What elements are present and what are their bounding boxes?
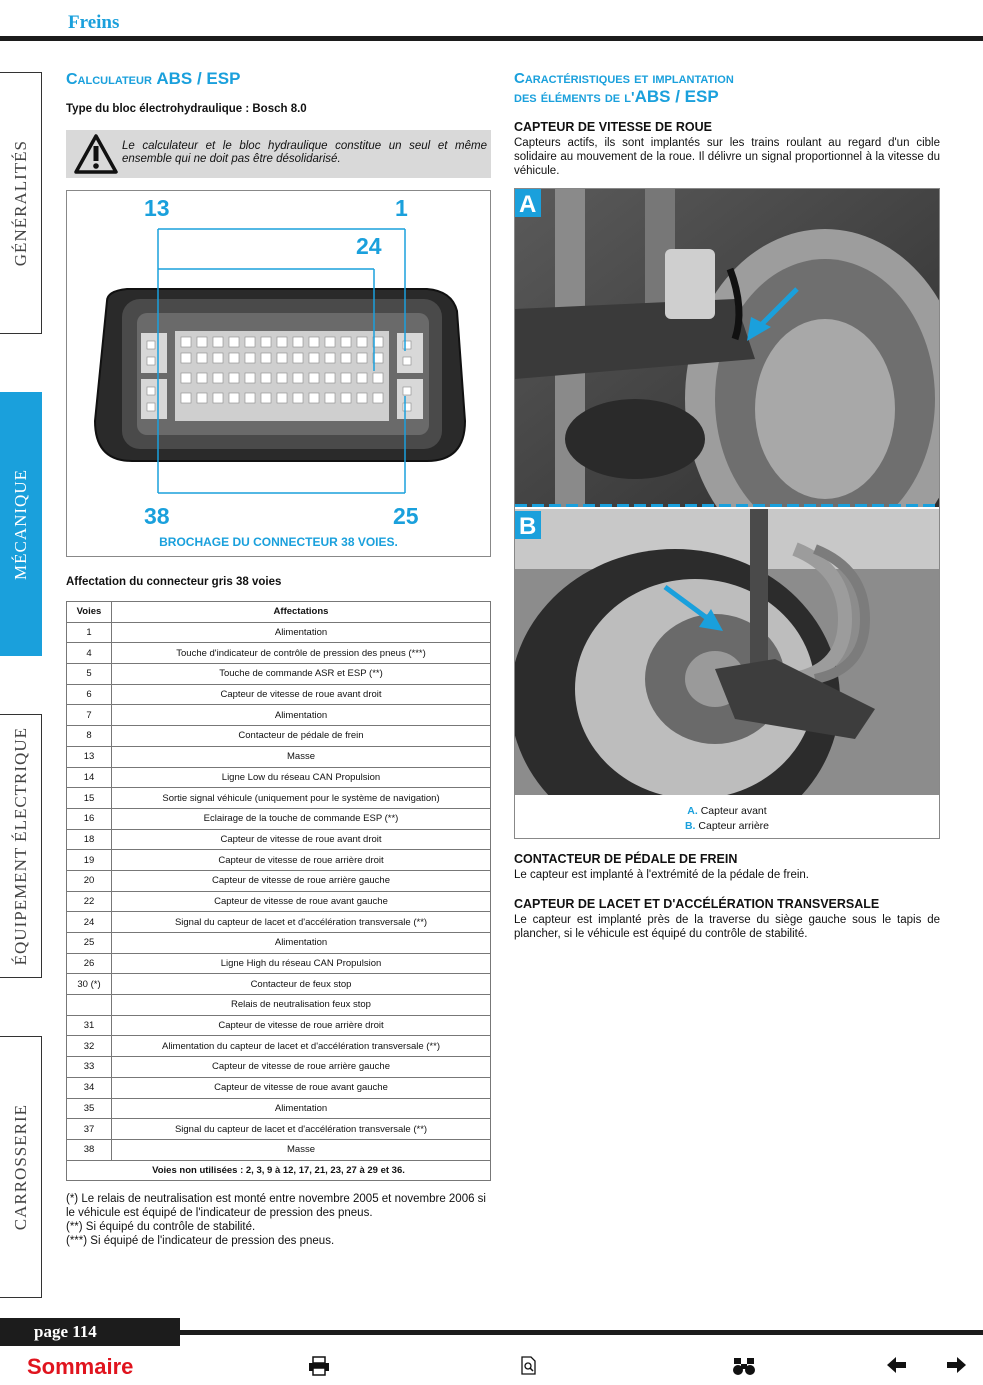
arrow-left-icon[interactable] [887, 1356, 907, 1374]
header-rule [0, 36, 983, 41]
arrow-right-icon[interactable] [946, 1356, 966, 1374]
voie-cell: 7 [67, 705, 112, 726]
side-tab-label: CARROSSERIE [10, 1103, 30, 1231]
affectation-cell: Capteur de vitesse de roue arrière gauche [112, 870, 491, 891]
affectation-cell: Alimentation [112, 1098, 491, 1119]
title-part: Calculateur [66, 71, 152, 88]
search-page-icon[interactable] [520, 1356, 538, 1376]
text-capteur-vitesse: Capteurs actifs, ils sont implantés sur les trains roulant au regard d'un cible solidaire au mouvement de la roue. Il délivre un signal proportionnel à la vitesse du véhicule. [514, 137, 940, 177]
connector-diagram [66, 190, 491, 557]
voie-cell: 16 [67, 808, 112, 829]
connector-caption: BROCHAGE DU CONNECTEUR 38 VOIES. [159, 535, 398, 549]
voie-cell: 13 [67, 746, 112, 767]
affectation-cell: Masse [112, 1139, 491, 1160]
voie-cell: 8 [67, 726, 112, 747]
side-tab-carrosserie[interactable] [0, 1036, 42, 1298]
text-contacteur-pedale: Le capteur est implanté à l'extrémité de la pédale de frein. [514, 869, 809, 881]
footnotes [66, 1192, 494, 1248]
table-row [67, 808, 491, 829]
voie-cell: 26 [67, 953, 112, 974]
affectation-cell: Relais de neutralisation feux stop [112, 995, 491, 1016]
text-capteur-lacet: Le capteur est implanté près de la traverse du siège gauche sous le tapis de plancher, si le véhicule est équipé du contrôle de stabilité. [514, 914, 940, 940]
affectation-cell: Contacteur de feux stop [112, 974, 491, 995]
voie-cell: 20 [67, 870, 112, 891]
pin-label-24: 24 [356, 233, 382, 259]
table-row [67, 995, 491, 1016]
affectation-cell: Signal du capteur de lacet et d'accélération transversale (**) [112, 1119, 491, 1140]
unused-pins: Voies non utilisées : 2, 3, 9 à 12, 17, 21, 23, 27 à 29 et 36. [67, 1160, 491, 1181]
voie-cell: 15 [67, 788, 112, 809]
table-title: Affectation du connecteur gris 38 voies [66, 576, 282, 588]
affectation-cell: Alimentation [112, 933, 491, 954]
column-header: Affectations [112, 602, 491, 623]
warning-text: Le calculateur et le bloc hydraulique constitue un seul et même ensemble qui ne doit pas être désolidarisé. [122, 140, 487, 165]
voie-cell: 32 [67, 1036, 112, 1057]
affectation-cell: Capteur de vitesse de roue avant gauche [112, 1077, 491, 1098]
affectation-cell: Alimentation [112, 705, 491, 726]
table-row [67, 746, 491, 767]
photo-caption-b [515, 820, 939, 832]
sommaire-link[interactable]: Sommaire [27, 1354, 134, 1379]
side-tab-label: GÉNÉRALITÉS [10, 139, 30, 267]
voie-cell: 5 [67, 664, 112, 685]
table-row [67, 788, 491, 809]
heading-capteur-vitesse: CAPTEUR DE VITESSE DE ROUE [514, 120, 712, 134]
affectation-cell: Capteur de vitesse de roue arrière droit [112, 1015, 491, 1036]
affectation-cell: Capteur de vitesse de roue arrière gauche [112, 1057, 491, 1078]
warning-icon [74, 134, 118, 174]
section-title-calculateur [66, 70, 240, 88]
voie-cell: 33 [67, 1057, 112, 1078]
voie-cell: 14 [67, 767, 112, 788]
table-row [67, 726, 491, 747]
table-row [67, 1139, 491, 1160]
affectation-cell: Touche d'indicateur de contrôle de pression des pneus (***) [112, 643, 491, 664]
table-row [67, 829, 491, 850]
pin-label-25: 25 [393, 503, 419, 529]
photo-rear-sensor [515, 509, 939, 795]
affectation-cell: Capteur de vitesse de roue avant droit [112, 684, 491, 705]
table-row [67, 684, 491, 705]
table-row [67, 974, 491, 995]
footnote: (*) Le relais de neutralisation est monté entre novembre 2005 et novembre 2006 si le véhicule est équipé de l'indicateur de pression des pneus. [66, 1193, 486, 1219]
table-row [67, 912, 491, 933]
affectation-cell: Capteur de vitesse de roue arrière droit [112, 850, 491, 871]
table-row [67, 622, 491, 643]
table-row [67, 953, 491, 974]
table-row [67, 1098, 491, 1119]
affectation-cell: Contacteur de pédale de frein [112, 726, 491, 747]
voie-cell: 4 [67, 643, 112, 664]
voie-cell: 1 [67, 622, 112, 643]
affectation-cell: Ligne Low du réseau CAN Propulsion [112, 767, 491, 788]
footnote: (**) Si équipé du contrôle de stabilité. [66, 1221, 256, 1233]
side-tab-equipement-electrique[interactable] [0, 714, 42, 978]
voie-cell: 18 [67, 829, 112, 850]
title-part: des éléments de l' [514, 89, 635, 106]
table-row [67, 933, 491, 954]
affectation-cell: Alimentation du capteur de lacet et d'accélération transversale (**) [112, 1036, 491, 1057]
bloc-type: Type du bloc électrohydraulique : Bosch 8.0 [66, 103, 307, 115]
voie-cell: 30 (*) [67, 974, 112, 995]
table-row [67, 1036, 491, 1057]
photo-caption-a [515, 805, 939, 817]
pin-label-13: 13 [144, 195, 170, 221]
caption-text: Capteur arrière [698, 820, 770, 832]
photo-front-sensor [515, 189, 939, 507]
affectation-cell: Touche de commande ASR et ESP (**) [112, 664, 491, 685]
voie-cell: 34 [67, 1077, 112, 1098]
table-header-row [67, 602, 491, 623]
caption-letter: B. [684, 820, 696, 832]
table-row [67, 870, 491, 891]
voie-cell: 38 [67, 1139, 112, 1160]
affectation-cell: Signal du capteur de lacet et d'accélération transversale (**) [112, 912, 491, 933]
side-tab-label: ÉQUIPEMENT ÉLECTRIQUE [10, 726, 30, 966]
column-header: Voies [67, 602, 112, 623]
voie-cell: 19 [67, 850, 112, 871]
title-part: ABS / ESP [156, 69, 241, 88]
table-row [67, 850, 491, 871]
photo-rear-drawing [515, 509, 939, 795]
table-row [67, 1057, 491, 1078]
table-footer-row [67, 1160, 491, 1181]
heading-contacteur-pedale: CONTACTEUR DE PÉDALE DE FREIN [514, 852, 738, 866]
affectation-cell: Masse [112, 746, 491, 767]
affectation-table [66, 601, 491, 1181]
caption-text: Capteur avant [700, 805, 767, 817]
footnote: (***) Si équipé de l'indicateur de pression des pneus. [66, 1235, 335, 1247]
affectation-cell: Alimentation [112, 622, 491, 643]
affectation-cell: Ligne High du réseau CAN Propulsion [112, 953, 491, 974]
title-part: ABS / ESP [634, 87, 719, 106]
warning-box [66, 130, 491, 178]
table-row [67, 1077, 491, 1098]
voie-cell: 24 [67, 912, 112, 933]
binoculars-icon[interactable] [732, 1356, 756, 1376]
table-row [67, 891, 491, 912]
connector-drawing [67, 221, 490, 521]
affectation-cell: Capteur de vitesse de roue avant droit [112, 829, 491, 850]
photo-label-a: A [519, 191, 537, 218]
table-row [67, 1119, 491, 1140]
page-number: page 114 [34, 1322, 97, 1341]
affectation-cell: Eclairage de la touche de commande ESP (**) [112, 808, 491, 829]
voie-cell: 37 [67, 1119, 112, 1140]
voie-cell: 31 [67, 1015, 112, 1036]
voie-cell [67, 995, 112, 1016]
section-title-caracteristiques [514, 70, 734, 107]
page-number-tab [0, 1318, 180, 1346]
pin-label-38: 38 [144, 503, 170, 529]
caption-letter: A. [687, 805, 698, 817]
side-tab-label: MÉCANIQUE [10, 468, 30, 580]
table-row [67, 705, 491, 726]
sensor-photos [514, 188, 940, 839]
pin-label-1: 1 [395, 195, 408, 221]
print-icon[interactable] [308, 1356, 330, 1376]
voie-cell: 6 [67, 684, 112, 705]
page-header-title: Freins [68, 12, 120, 33]
affectation-cell: Capteur de vitesse de roue avant gauche [112, 891, 491, 912]
voie-cell: 25 [67, 933, 112, 954]
voie-cell: 35 [67, 1098, 112, 1119]
photo-label-b: B [519, 513, 537, 540]
affectation-cell: Sortie signal véhicule (uniquement pour le système de navigation) [112, 788, 491, 809]
photo-front-drawing [515, 189, 939, 507]
side-tab-generalites[interactable] [0, 72, 42, 334]
table-row [67, 664, 491, 685]
table-row [67, 1015, 491, 1036]
side-tab-mecanique[interactable] [0, 392, 42, 656]
table-row [67, 643, 491, 664]
table-row [67, 767, 491, 788]
voie-cell: 22 [67, 891, 112, 912]
heading-capteur-lacet: CAPTEUR DE LACET ET D'ACCÉLÉRATION TRANSVERSALE [514, 897, 880, 911]
title-line: Caractéristiques et implantation [514, 70, 734, 87]
